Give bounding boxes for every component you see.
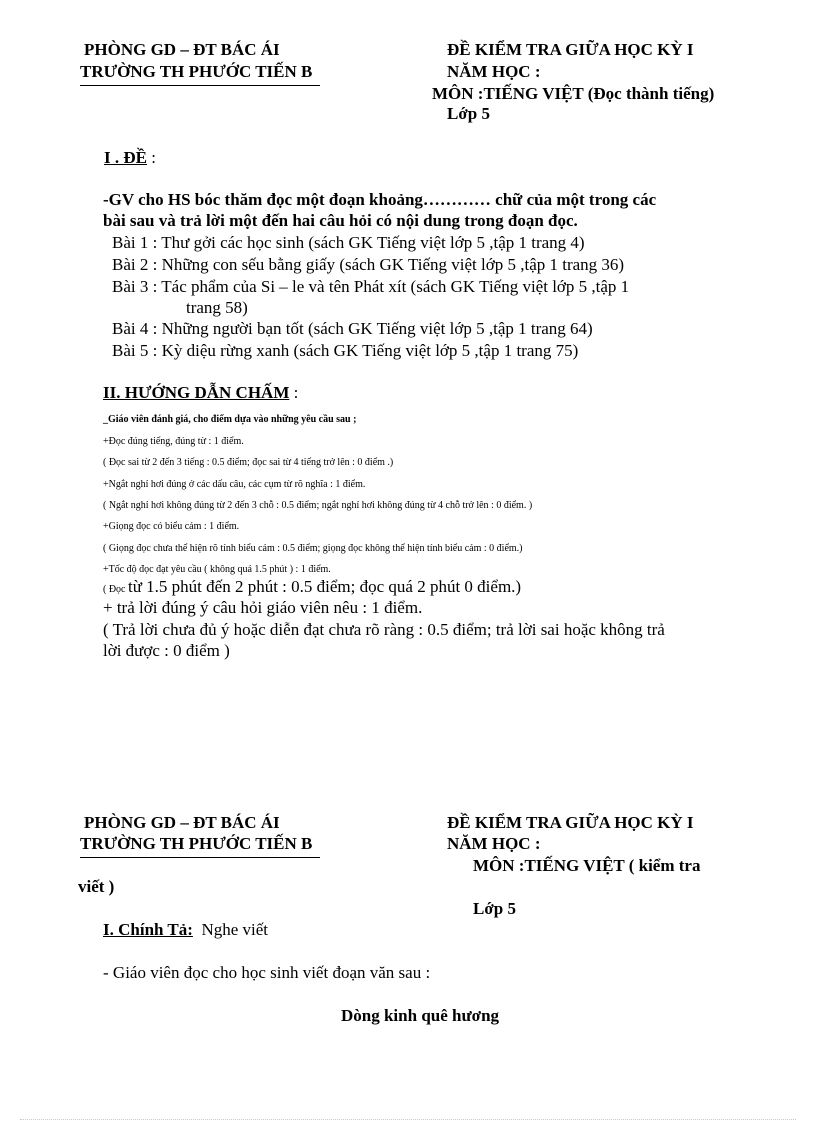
school-name-2: TRƯỜNG TH PHƯỚC TIẾN B	[80, 834, 313, 853]
lesson-item: Bài 1 : Thư gởi các học sinh (sách GK Tiếng việt lớp 5 ,tập 1 trang 4)	[112, 233, 585, 252]
school-year-2: NĂM HỌC :	[447, 834, 541, 853]
lesson-item-cont: trang 58)	[186, 298, 248, 317]
grading-line: +Ngắt nghỉ hơi đúng ở các dấu câu, các cụm từ rõ nghĩa : 1 điểm.	[103, 479, 366, 490]
grade: Lớp 5	[447, 104, 490, 123]
exam-title: ĐỀ KIỂM TRA GIỮA HỌC KỲ I	[447, 40, 694, 59]
page-bottom-border	[20, 1119, 796, 1120]
exam-title-2: ĐỀ KIỂM TRA GIỮA HỌC KỲ I	[447, 813, 694, 832]
lesson-item: Bài 2 : Những con sếu bằng giấy (sách GK Tiếng việt lớp 5 ,tập 1 trang 36)	[112, 255, 625, 274]
grading-line: ( Giọng đọc chưa thể hiện rõ tính biểu cảm : 0.5 điểm; giọng đọc không thể hiện tính biểu cảm : 0 điểm.)	[103, 543, 523, 554]
dictation-instruction: - Giáo viên đọc cho học sinh viết đoạn văn sau :	[103, 963, 431, 982]
lesson-item: Bài 5 : Kỳ diệu rừng xanh (sách GK Tiếng việt lớp 5 ,tập 1 trang 75)	[112, 341, 579, 360]
section-1-title: I . ĐỀ	[104, 148, 147, 167]
dictation-title: I. Chính Tả:	[103, 920, 193, 939]
section-1-colon: :	[151, 148, 156, 167]
dept-name-2: PHÒNG GD – ĐT BÁC ÁI	[84, 813, 280, 832]
grading-line: +Tốc độ đọc đạt yêu cầu ( không quá 1.5 phút ) : 1 điểm.	[103, 564, 331, 575]
section-2-heading	[103, 383, 298, 403]
section-1-heading	[104, 148, 156, 168]
answer-detail: ( Trả lời chưa đủ ý hoặc diễn đạt chưa rõ ràng : 0.5 điểm; trả lời sai hoặc không trả	[103, 620, 665, 639]
grading-line: ( Ngắt nghỉ hơi không đúng từ 2 đến 3 chỗ : 0.5 điểm; ngắt nghỉ hơi không đúng từ 4 chỗ trở lên : 0 điểm. )	[103, 500, 533, 511]
section-2-title: II. HƯỚNG DẪN CHẤM	[103, 383, 290, 402]
grade-2: Lớp 5	[473, 899, 516, 918]
subject-2-cont: viết )	[78, 877, 115, 896]
lesson-item: Bài 4 : Những người bạn tốt (sách GK Tiếng việt lớp 5 ,tập 1 trang 64)	[112, 319, 593, 338]
grading-lead: _Giáo viên đánh giá, cho điểm dựa vào những yêu cầu sau ;	[103, 414, 357, 425]
intro-line-1: -GV cho HS bóc thăm đọc một đoạn khoảng………… chữ của một trong các	[103, 190, 657, 209]
intro-line-2: bài sau và trả lời một đến hai câu hỏi có nội dung trong đoạn đọc.	[103, 211, 578, 230]
grading-line: +Giọng đọc có biểu cảm : 1 điểm.	[103, 521, 240, 532]
subject: MÔN :TIẾNG VIỆT (Đọc thành tiếng)	[432, 84, 715, 103]
dictation-heading	[103, 920, 268, 940]
answer-line: + trả lời đúng ý câu hỏi giáo viên nêu : 1 điểm.	[103, 598, 423, 617]
speed-line-prefix: ( Đọc	[103, 584, 128, 595]
school-year: NĂM HỌC :	[447, 62, 541, 81]
school-underline	[80, 85, 320, 86]
grading-line: +Đọc đúng tiếng, đúng từ : 1 điểm.	[103, 436, 244, 447]
section-2-colon: :	[289, 383, 299, 402]
dictation-subtitle: Nghe viết	[201, 920, 269, 939]
grading-line: ( Đọc sai từ 2 đến 3 tiếng : 0.5 điểm; đọc sai từ 4 tiếng trở lên : 0 điểm .)	[103, 457, 394, 468]
dept-name: PHÒNG GD – ĐT BÁC ÁI	[84, 40, 280, 59]
subject-2: MÔN :TIẾNG VIỆT ( kiểm tra	[473, 856, 701, 875]
speed-line-text: từ 1.5 phút đến 2 phút : 0.5 điểm; đọc quá 2 phút 0 điểm.)	[128, 577, 522, 596]
school-underline-2	[80, 857, 320, 858]
speed-line	[103, 577, 521, 597]
school-name: TRƯỜNG TH PHƯỚC TIẾN B	[80, 62, 313, 81]
answer-detail: lời được : 0 điểm )	[103, 641, 230, 660]
lesson-item: Bài 3 : Tác phẩm của Si – le và tên Phát xít (sách GK Tiếng việt lớp 5 ,tập 1	[112, 277, 630, 296]
passage-title: Dòng kinh quê hương	[341, 1006, 500, 1025]
